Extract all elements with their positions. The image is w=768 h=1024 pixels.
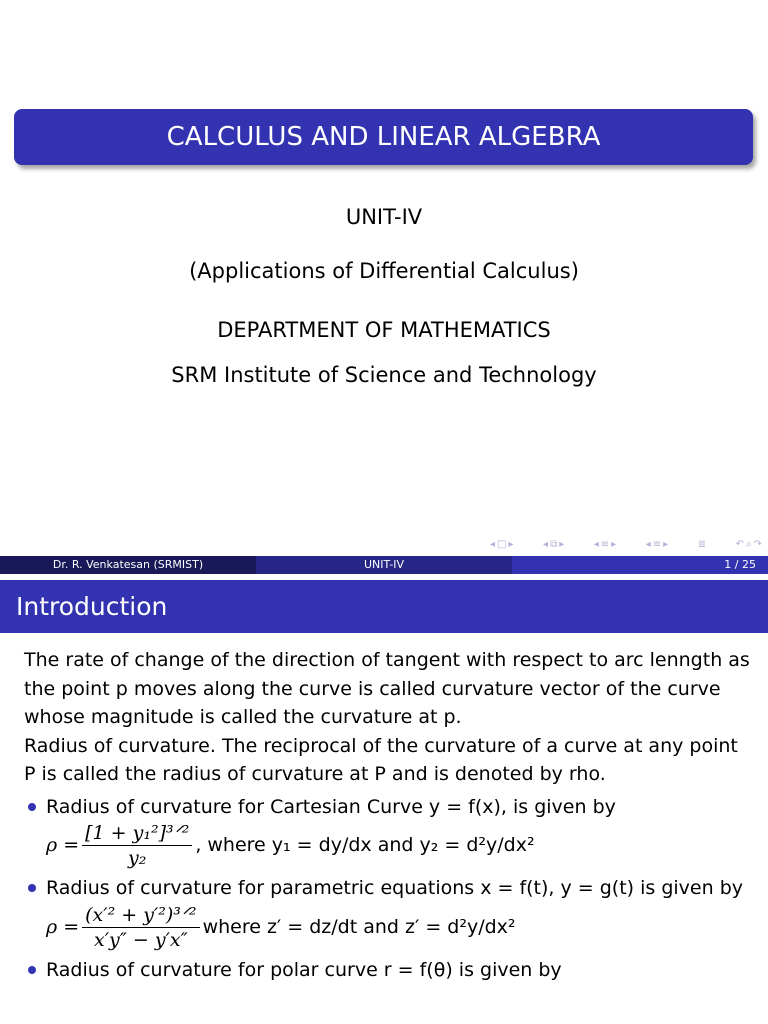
formula-cartesian	[46, 821, 754, 870]
nav-subsection-icon[interactable]: ⧉	[550, 538, 558, 550]
formula-rest: , where y₁ = dy/dx and y₂ = d²y/dx²	[195, 834, 535, 857]
fraction-numerator: (x′² + y′²)³ᐟ²	[82, 903, 199, 928]
nav-prev-arrow-icon[interactable]: ◂	[543, 538, 549, 550]
nav-part-group	[646, 539, 668, 550]
nav-frame-icon[interactable]: □	[497, 538, 507, 550]
unit-label: UNIT-IV	[345, 205, 423, 229]
nav-part-icon[interactable]: ≡	[652, 538, 662, 550]
search-icon[interactable]: ⌕	[745, 538, 752, 550]
nav-toc-icon[interactable]: ≣	[697, 538, 707, 550]
nav-back-icon[interactable]: ↶	[735, 538, 744, 550]
slide-body	[24, 646, 754, 984]
nav-next-arrow-icon[interactable]: ▸	[559, 538, 565, 550]
fraction	[82, 821, 192, 870]
paragraph-curvature: The rate of change of the direction of tangent with respect to arc lenngth as the point p moves along the curve is called curvature vector of the curve whose magnitude is called the curvature at p.	[24, 649, 750, 728]
footline	[0, 556, 768, 574]
formula-rest: where z′ = dz/dt and z′ = d²y/dx²	[202, 915, 516, 938]
bullet-icon	[28, 803, 36, 811]
nav-next-arrow-icon[interactable]: ▸	[611, 538, 617, 550]
fraction-denominator: x′y″ − y′x″	[93, 928, 188, 951]
fraction	[82, 903, 199, 952]
department: DEPARTMENT OF MATHEMATICS	[217, 318, 551, 342]
bullet-text: Radius of curvature for polar curve r = f(θ) is given by	[46, 958, 562, 981]
footer-author: Dr. R. Venkatesan (SRMIST)	[0, 556, 256, 574]
nav-search-group	[736, 539, 762, 550]
formula-parametric	[46, 903, 754, 952]
list-item	[24, 956, 754, 985]
beamer-navigation	[490, 537, 762, 551]
fraction-denominator: y₂	[128, 847, 147, 869]
bullet-icon	[28, 966, 36, 974]
formula-lhs: ρ =	[46, 915, 80, 938]
nav-next-arrow-icon[interactable]: ▸	[663, 538, 669, 550]
paragraph-radius: Radius of curvature. The reciprocal of the curvature of a curve at any point P is called the radius of curvature at P and is denoted by rho.	[24, 734, 738, 785]
frame-title: Introduction	[16, 592, 168, 621]
fraction-numerator: [1 + y₁²]³ᐟ²	[82, 821, 192, 846]
nav-subsection-group	[543, 539, 564, 550]
institute: SRM Institute of Science and Technology	[171, 363, 597, 387]
bullet-text: Radius of curvature for Cartesian Curve y = f(x), is given by	[46, 795, 616, 818]
subtitle: (Applications of Differential Calculus)	[189, 259, 579, 283]
footer-page-number: 1 / 25	[512, 556, 768, 574]
footer-unit: UNIT-IV	[256, 556, 512, 574]
nav-prev-arrow-icon[interactable]: ◂	[490, 538, 496, 550]
nav-section-group	[594, 539, 616, 550]
nav-section-icon[interactable]: ≡	[600, 538, 610, 550]
formula-lhs: ρ =	[46, 834, 80, 857]
list-item	[24, 793, 754, 871]
nav-prev-arrow-icon[interactable]: ◂	[645, 538, 651, 550]
bullet-icon	[28, 884, 36, 892]
list-item	[24, 874, 754, 952]
bullet-text: Radius of curvature for parametric equations x = f(t), y = g(t) is given by	[46, 877, 743, 899]
nav-next-arrow-icon[interactable]: ▸	[508, 538, 514, 550]
nav-forward-icon[interactable]: ↷	[753, 538, 762, 550]
slide-title: CALCULUS AND LINEAR ALGEBRA	[166, 122, 601, 152]
nav-frame-group	[490, 539, 514, 550]
nav-prev-arrow-icon[interactable]: ◂	[593, 538, 599, 550]
